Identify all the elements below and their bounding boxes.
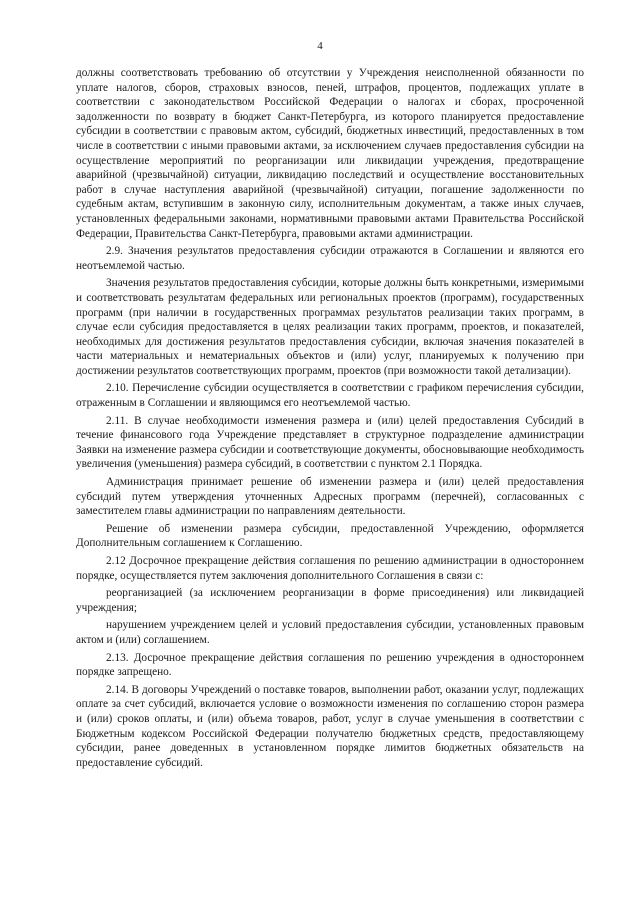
paragraph-continuation: должны соответствовать требованию об отсутствии у Учреждения неисполненной обязанности по уплате налогов, сборов, страховых взносов, пеней, штрафов, процентов, подлежащих уплате в соответствии с законодательством Российской Федерации о налогах и сборах, просроченной задолженности по возврату в бюджет Санкт-Петербурга, из которого планируется предоставление субсидии в соответствии с правовым актом, субсидий, бюджетных инвестиций, предоставленных в том числе в соответствии с иными правовыми актами, за исключением случаев предоставления субсидии на осуществление мероприятий по реорганизации или ликвидации учреждения, предотвращение аварийной (чрезвычайной) ситуации, ликвидацию последствий и осуществление восстановительных работ в случае наступления аварийной (чрезвычайной) ситуации, погашение задолженности по судебным актам, вступившим в законную силу, исполнительным документам, а также иных случаев, установленных федеральными законами, нормативными правовыми актами Правительства Российской Федерации, Правительства Санкт-Петербурга, правовыми актами администрации. [76,67,584,240]
paragraph-2-10: 2.10. Перечисление субсидии осуществляется в соответствии с графиком перечисления субсидии, отраженным в Соглашении и являющимся его неотъемлемой частью. [76,382,584,410]
paragraph-administration-decision: Администрация принимает решение об изменении размера и (или) целей предоставления субсидий путем утверждения уточненных Адресных программ (перечней), согласованных с заместителем главы администрации по направлениям деятельности. [76,476,584,518]
paragraph-results-values: Значения результатов предоставления субсидии, которые должны быть конкретными, измеримыми и соответствовать результатам федеральных или региональных проектов (программ), государственных программ (при наличии в государственных программах результатов реализации таких программ, в случае если субсидия предоставляется в целях реализации таких программ, проектов, и показателей, необходимых для достижения результатов предоставления субсидии, включая значения показателей в части материальных и нематериальных объектов и (или) услуг, планируемых к получению при достижении результатов соответствующих программ, проектов (при возможности такой детализации). [76,277,584,377]
paragraph-violation: нарушением учреждением целей и условий предоставления субсидии, установленных правовым актом и (или) соглашением. [76,619,584,646]
paragraph-2-11: 2.11. В случае необходимости изменения размера и (или) целей предоставления Субсидий в течение финансового года Учреждение представляет в структурное подразделение администрации Заявки на изменение размера субсидии и соответствующие документы, обосновывающие необходимость увеличения (уменьшения) размера субсидий, в соответствии с пунктом 2.1 Порядка. [76,414,584,471]
paragraph-reorganization: реорганизацией (за исключением реорганизации в форме присоединения) или ликвидацией учреждения; [76,587,584,614]
page-number: 4 [317,40,323,52]
paragraph-additional-agreement: Решение об изменении размера субсидии, предоставленной Учреждению, оформляется Дополнительным соглашением к Соглашению. [76,522,584,550]
paragraph-2-13: 2.13. Досрочное прекращение действия соглашения по решению учреждения в одностороннем порядке запрещено. [76,651,584,679]
paragraph-2-9: 2.9. Значения результатов предоставления субсидии отражаются в Соглашении и являются его неотъемлемой частью. [76,245,584,272]
paragraph-2-14: 2.14. В договоры Учреждений о поставке товаров, выполнении работ, оказании услуг, подлежащих оплате за счет субсидий, включается условие о возможности изменения по соглашению сторон размера и (или) сроков оплаты, и (или) объема товаров, работ, услуг в случае уменьшения в соответствии с Бюджетным кодексом Российской Федерации получателю бюджетных средств, предоставляющему субсидии, ранее доведенных в установленном порядке лимитов бюджетных обязательств на предоставление субсидий. [76,683,584,769]
document-body [76,66,584,773]
paragraph-2-12: 2.12 Досрочное прекращение действия соглашения по решению администрации в одностороннем порядке, осуществляется путем заключения дополнительного Соглашения в связи с: [76,555,584,582]
